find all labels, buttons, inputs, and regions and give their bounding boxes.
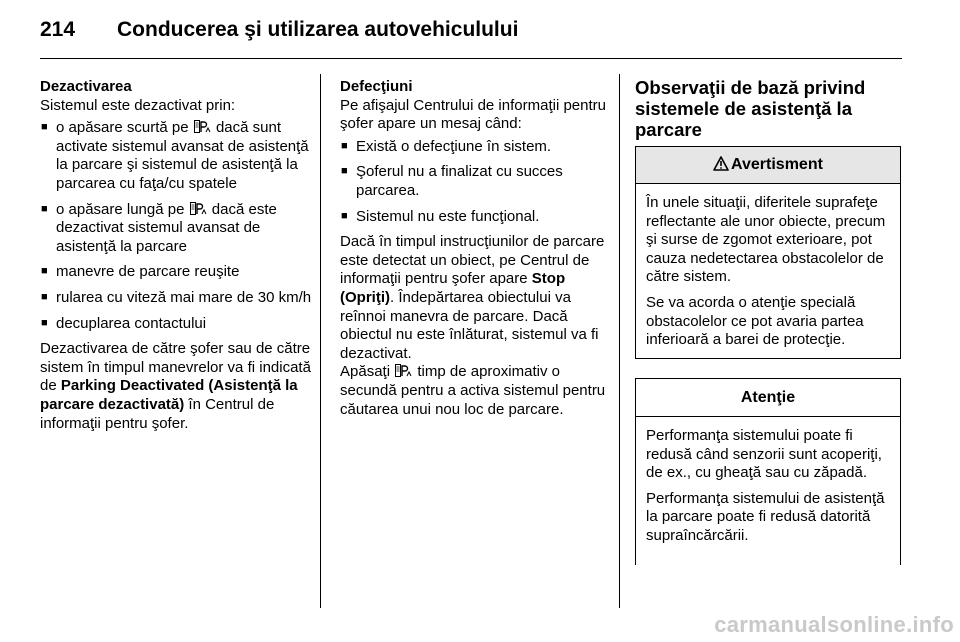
column-faults — [340, 78, 608, 419]
list-item: ■ rularea cu viteză mai mare de 30 km/h — [40, 289, 312, 308]
list-item-text: o apăsare scurtă pe — [56, 119, 189, 137]
faults-list — [340, 138, 608, 226]
caution-body — [636, 417, 900, 554]
page-header — [40, 14, 920, 54]
list-item — [40, 201, 312, 257]
deactivation-heading: Dezactivarea — [40, 78, 132, 95]
caution-paragraph: Performanţa sistemului de asistenţă la parcare poate fi redusă datorită supraîncărcării. — [646, 489, 885, 544]
header-rule — [40, 58, 902, 59]
park-assist-icon — [194, 120, 211, 133]
paragraph-text: în Centrul de informaţii pentru şofer. — [40, 395, 275, 432]
faults-paragraph — [340, 233, 608, 419]
park-assist-icon — [395, 364, 412, 377]
caution-paragraph: Performanţa sistemului poate fi redusă când senzorii sunt acoperiţi, de ex., cu gheaţă sau cu zăpadă. — [646, 427, 882, 482]
list-item-text: dacă sunt activate sistemul avansat de asistenţă la parcare şi sistemul de asistenţă la parcarea cu faţa/cu spatele — [56, 119, 309, 192]
column-divider-2 — [619, 74, 620, 608]
column-divider-1 — [320, 74, 321, 608]
page-number: 214 — [40, 18, 76, 41]
list-item: ■ Există o defecţiune în sistem. — [340, 138, 608, 157]
warning-triangle-icon — [713, 149, 729, 185]
deactivation-paragraph — [40, 340, 312, 433]
list-item-text: o apăsare lungă pe — [56, 200, 185, 218]
faults-intro: Pe afişajul Centrului de informaţii pentru şofer apare un mesaj când: — [340, 96, 606, 133]
paragraph-text: timp de aproximativ o secundă pentru a activa sistemul pentru căutarea unui nou loc de parcare. — [340, 363, 606, 418]
park-assist-icon — [190, 202, 207, 215]
faults-heading: Defecţiuni — [340, 78, 413, 95]
chapter-title: Conducerea şi utilizarea autovehiculului — [117, 18, 519, 41]
watermark: carmanualsonline.info — [714, 612, 954, 637]
list-item — [40, 119, 312, 193]
warning-header — [636, 147, 900, 184]
warning-paragraph: Se va acorda o atenţie specială obstacolelor ce pot avaria partea inferioară a barei de protecţie. — [646, 293, 864, 349]
caution-header — [636, 379, 900, 417]
list-item: ■ decuplarea contactului — [40, 315, 312, 334]
caution-title: Atenţie — [740, 389, 796, 406]
deactivation-intro: Sistemul este dezactivat prin: — [40, 96, 236, 114]
list-item: ■ Şoferul nu a finalizat cu succes parcarea. — [340, 163, 608, 200]
caution-box — [635, 378, 901, 565]
list-item: ■ manevre de parcare reuşite — [40, 263, 312, 282]
warning-paragraph: În unele situaţii, diferitele suprafeţe reflectante ale unor obiecte, precum şi surse de zgomot exterioare, pot cauza nedetectarea obstacolelor de către sistem. — [646, 194, 886, 286]
deactivation-list — [40, 119, 312, 333]
warning-box — [635, 146, 901, 359]
list-item: ■ Sistemul nu este funcţional. — [340, 208, 608, 227]
paragraph-text: Apăsaţi — [340, 363, 391, 381]
paragraph-text: . Îndepărtarea obiectului va reînnoi manevra de parcare. Dacă obiectul nu este înlăturat, sistemul va fi dezactivat. — [340, 288, 599, 362]
paragraph-bold-text: Parking Deactivated (Asistenţă la parcare dezactivată) — [40, 377, 298, 413]
warning-body — [636, 184, 900, 358]
paragraph-bold-text: Stop (Opriţi) — [340, 270, 566, 306]
column-deactivation — [40, 78, 312, 433]
list-item-text: dacă este dezactivat sistemul avansat de asistenţă la parcare — [56, 200, 277, 255]
warning-title: Avertisment — [731, 156, 823, 173]
paragraph-text: Dacă în timpul instrucţiunilor de parcare este detectat un obiect, pe Centrul de informaţii pentru şofer apare — [340, 233, 605, 288]
section-title: Observaţii de bază privind sistemele de asistenţă la parcare — [635, 77, 866, 140]
paragraph-text: Dezactivarea de către şofer sau de către sistem în timpul manevrelor va fi indicată de — [40, 340, 311, 395]
